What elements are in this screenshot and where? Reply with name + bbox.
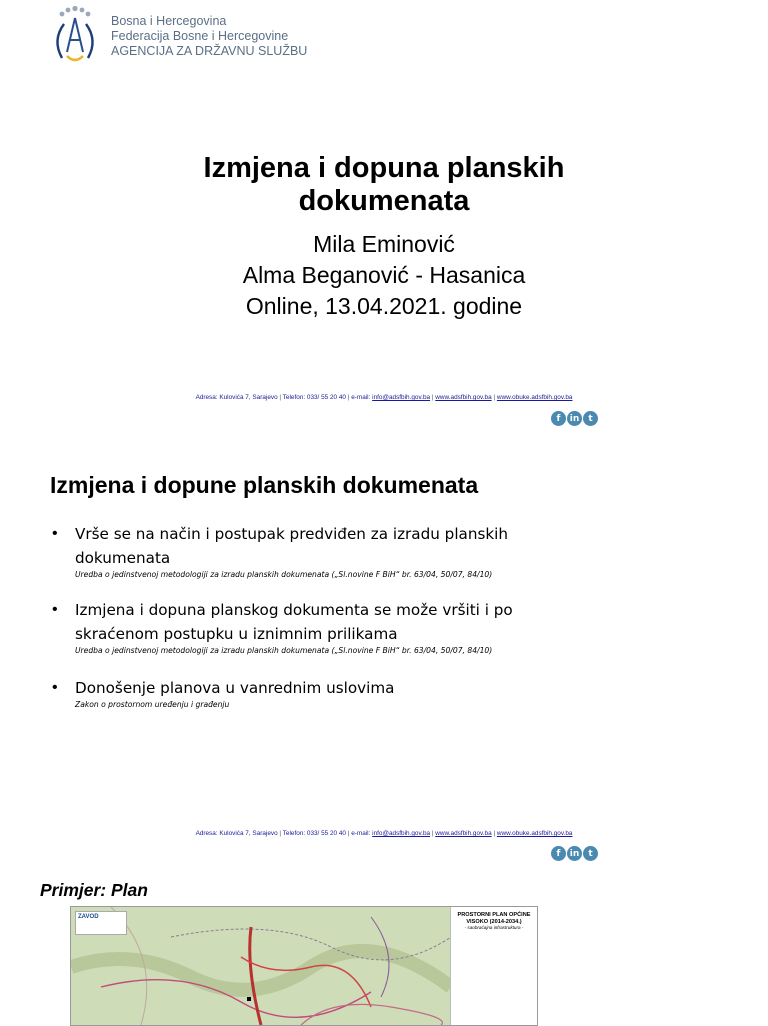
social-links bbox=[551, 411, 598, 426]
bullet-dot-icon: • bbox=[52, 601, 58, 618]
footer-phone: Telefon: 033/ 55 20 40 bbox=[282, 830, 346, 837]
bullet-reference: Uredba o jedinstvenoj metodologiji za izradu planskih dokumenata („Sl.novine F BiH“ br. 63/04, 50/07, 84/10) bbox=[75, 570, 493, 579]
footer-site-link[interactable]: www.adsfbih.gov.ba bbox=[435, 830, 492, 837]
bullet-dot-icon: • bbox=[52, 679, 58, 696]
footer-email-link[interactable]: info@adsfbih.gov.ba bbox=[372, 394, 431, 401]
footer-training-site-link[interactable]: www.obuke.adsfbih.gov.ba bbox=[496, 394, 573, 401]
map-logo-text: ZAVOD bbox=[78, 914, 99, 920]
social-links bbox=[551, 846, 598, 861]
author-2: Alma Beganović - Hasanica bbox=[242, 262, 526, 288]
footer-email-link[interactable]: info@adsfbih.gov.ba bbox=[372, 830, 431, 837]
bullet-item bbox=[52, 522, 552, 580]
footer-address: Adresa: Kulovića 7, Sarajevo bbox=[195, 830, 278, 837]
org-line-federation: Federacija Bosne i Hercegovine bbox=[111, 29, 289, 43]
footer-address: Adresa: Kulovića 7, Sarajevo bbox=[195, 394, 278, 401]
org-line-country: Bosna i Hercegovina bbox=[111, 14, 227, 28]
title-slide bbox=[0, 0, 768, 432]
linkedin-icon[interactable]: in bbox=[567, 411, 582, 426]
facebook-icon[interactable]: f bbox=[551, 846, 566, 861]
map-legend-subtitle: - saobraćajna infrastruktura - bbox=[464, 925, 524, 930]
twitter-icon[interactable]: t bbox=[583, 846, 598, 861]
slide-heading: Izmjena i dopune planskih dokumenata bbox=[50, 472, 479, 498]
footer-email-label: e-mail: bbox=[351, 394, 371, 401]
footer-email-label: e-mail: bbox=[351, 830, 371, 837]
agency-logo bbox=[50, 6, 100, 64]
slide-heading: Primjer: Plan bbox=[40, 880, 148, 900]
footer-phone: Telefon: 033/ 55 20 40 bbox=[282, 394, 346, 401]
example-slide bbox=[0, 868, 768, 1024]
contact-footer: Adresa: Kulovića 7, Sarajevo | Telefon: 033/ 55 20 40 | e-mail: info@adsfbih.gov.ba | www.adsfbih.gov.ba | www.obuke.adsfbih.gov.ba bbox=[195, 394, 573, 401]
bullet-reference: Uredba o jedinstvenoj metodologiji za izradu planskih dokumenata („Sl.novine F BiH“ br. 63/04, 50/07, 84/10) bbox=[75, 646, 493, 655]
title-line-2: dokumenata bbox=[298, 185, 470, 217]
bullet-item bbox=[52, 598, 552, 656]
map-legend-title: PROSTORNI PLAN OPĆINE VISOKO (2014-2034.) bbox=[457, 912, 531, 925]
bullet-dot-icon: • bbox=[52, 525, 58, 542]
footer-site-link[interactable]: www.adsfbih.gov.ba bbox=[435, 394, 492, 401]
presentation-date: Online, 13.04.2021. godine bbox=[245, 293, 523, 319]
bullet-text: Izmjena i dopuna planskog dokumenta se može vršiti i po skraćenom postupku u iznimnim prilikama bbox=[75, 601, 513, 643]
title-line-1: Izmjena i dopuna planskih bbox=[203, 152, 565, 184]
linkedin-icon[interactable]: in bbox=[567, 846, 582, 861]
author-1: Mila Eminović bbox=[313, 231, 455, 257]
spatial-plan-map bbox=[70, 906, 538, 1026]
facebook-icon[interactable]: f bbox=[551, 411, 566, 426]
organization-name bbox=[111, 14, 307, 59]
bullet-item bbox=[52, 676, 552, 710]
twitter-icon[interactable]: t bbox=[583, 411, 598, 426]
org-line-agency: AGENCIJA ZA DRŽAVNU SLUŽBU bbox=[111, 44, 308, 58]
bullet-reference: Zakon o prostornom uređenju i građenju bbox=[75, 700, 230, 709]
map-logo bbox=[75, 911, 127, 935]
map-legend bbox=[450, 907, 537, 1025]
content-slide bbox=[0, 448, 768, 859]
bullet-text: Vrše se na način i postupak predviđen za izradu planskih dokumenata bbox=[75, 525, 509, 567]
footer-training-site-link[interactable]: www.obuke.adsfbih.gov.ba bbox=[496, 830, 573, 837]
presentation-title bbox=[0, 152, 768, 218]
bullet-text: Donošenje planova u vanrednim uslovima bbox=[75, 679, 395, 697]
contact-footer: Adresa: Kulovića 7, Sarajevo | Telefon: 033/ 55 20 40 | e-mail: info@adsfbih.gov.ba | www.adsfbih.gov.ba | www.obuke.adsfbih.gov.ba bbox=[195, 830, 573, 837]
